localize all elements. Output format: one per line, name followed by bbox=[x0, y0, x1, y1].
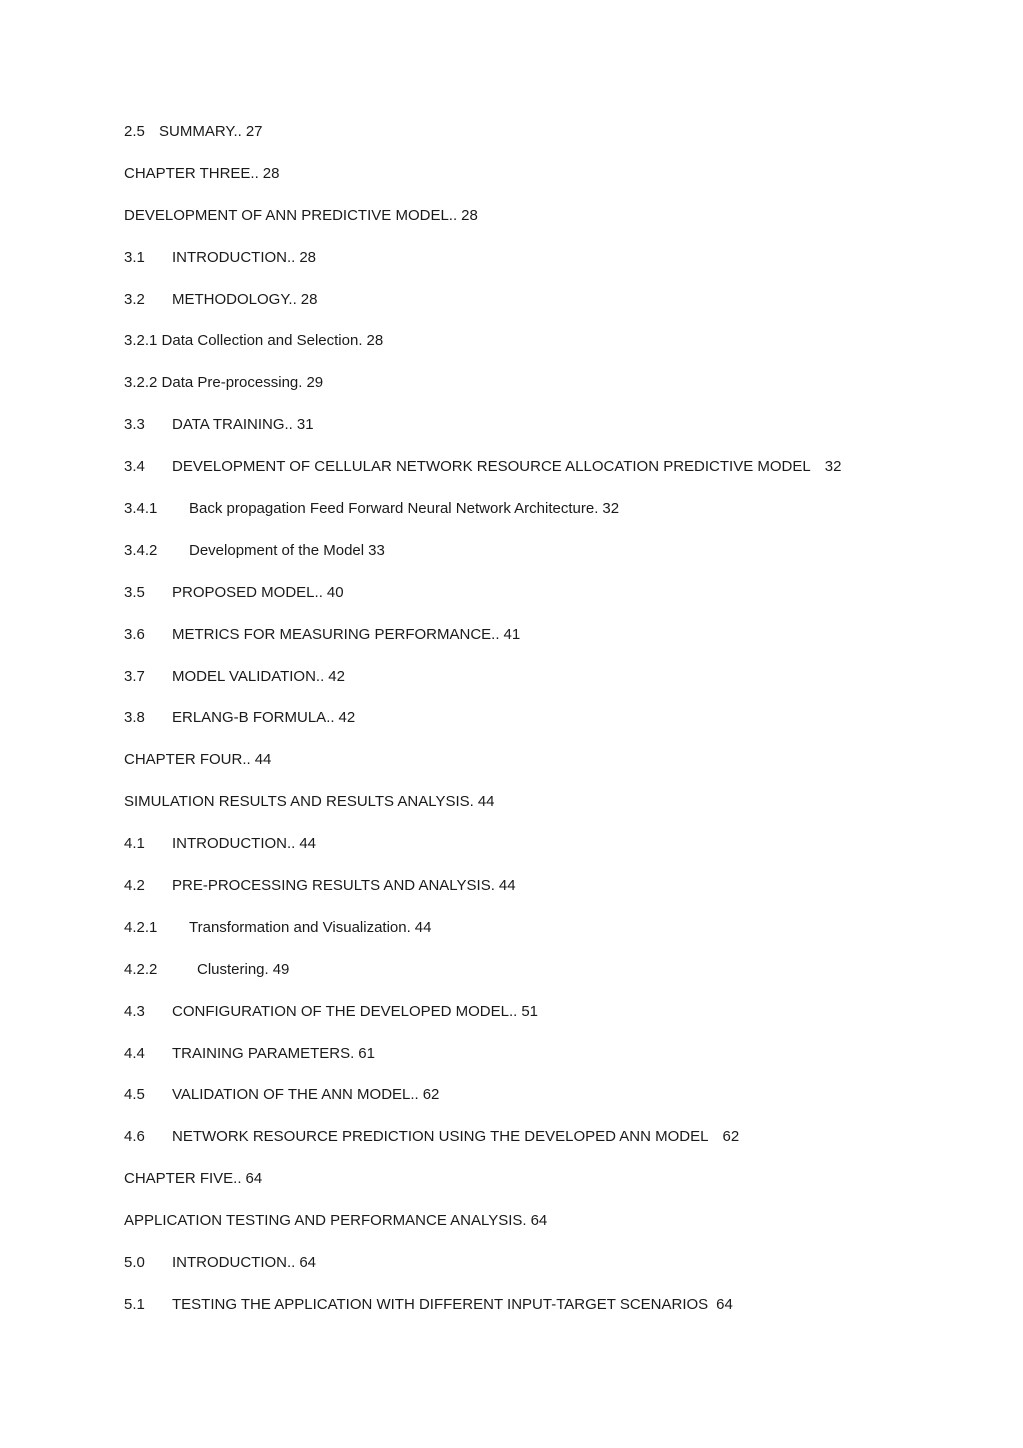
toc-entry-title: VALIDATION OF THE ANN MODEL.. bbox=[172, 1086, 419, 1104]
toc-entry-page: 41 bbox=[503, 625, 521, 643]
toc-entry-title: PROPOSED MODEL.. bbox=[172, 583, 323, 601]
toc-entry-title: TRAINING PARAMETERS. bbox=[172, 1044, 355, 1062]
toc-entry-number: 4.6 bbox=[124, 1128, 145, 1146]
toc-entry-number: 4.2.1 bbox=[124, 918, 158, 936]
toc-entry-title: CONFIGURATION OF THE DEVELOPED MODEL.. bbox=[172, 1002, 518, 1020]
toc-entry-page: 64 bbox=[299, 1254, 317, 1272]
toc-entry-page: 28 bbox=[366, 332, 384, 350]
toc-entry-title: Clustering. bbox=[197, 960, 269, 978]
toc-entry-3-5 bbox=[124, 584, 984, 626]
toc-entry-3-7 bbox=[124, 668, 984, 710]
toc-entry-title: CHAPTER FOUR.. bbox=[124, 751, 251, 769]
toc-entry-title: 3.2.1 Data Collection and Selection. bbox=[124, 332, 363, 350]
toc-entry-title: METHODOLOGY.. bbox=[172, 290, 297, 308]
toc-entry-title: 3.2.2 Data Pre-processing. bbox=[124, 374, 303, 392]
toc-entry-number: 5.0 bbox=[124, 1254, 145, 1272]
toc-entry-number: 3.5 bbox=[124, 583, 145, 601]
toc-entry-2-5 bbox=[124, 123, 984, 165]
toc-entry-title: NETWORK RESOURCE PREDICTION USING THE DEVELOPED ANN MODEL bbox=[172, 1128, 709, 1146]
toc-entry-page: 44 bbox=[414, 918, 432, 936]
toc-entry-title: Development of the Model bbox=[189, 541, 365, 559]
toc-entry-page: 28 bbox=[262, 164, 280, 182]
toc-entry-page: 28 bbox=[300, 290, 318, 308]
toc-entry-number: 4.1 bbox=[124, 835, 145, 853]
toc-entry-page: 29 bbox=[306, 374, 324, 392]
toc-entry-number: 3.4.2 bbox=[124, 541, 158, 559]
toc-entry-4-4 bbox=[124, 1045, 984, 1087]
toc-entry-page: 64 bbox=[530, 1212, 548, 1230]
toc-entry-title: CHAPTER FIVE.. bbox=[124, 1170, 242, 1188]
toc-entry-page: 44 bbox=[299, 835, 317, 853]
toc-entry-3-4-2 bbox=[124, 542, 984, 584]
toc-entry-page: 44 bbox=[498, 877, 516, 895]
toc-entry-title: SIMULATION RESULTS AND RESULTS ANALYSIS. bbox=[124, 793, 474, 811]
toc-entry-3-8 bbox=[124, 709, 984, 751]
toc-entry-page: 33 bbox=[368, 541, 385, 559]
toc-entry-4-5 bbox=[124, 1086, 984, 1128]
toc-entry-title: INTRODUCTION.. bbox=[172, 835, 296, 853]
toc-entry-title: TESTING THE APPLICATION WITH DIFFERENT INPUT-TARGET SCENARIOS bbox=[172, 1295, 709, 1313]
toc-entry-number: 4.2.2 bbox=[124, 960, 158, 978]
toc-entry-title: Back propagation Feed Forward Neural Network Architecture. bbox=[189, 500, 599, 518]
toc-entry-title: DEVELOPMENT OF CELLULAR NETWORK RESOURCE ALLOCATION PREDICTIVE MODEL bbox=[172, 458, 811, 476]
toc-entry-page: 61 bbox=[358, 1044, 375, 1062]
toc-entry-page: 27 bbox=[245, 123, 263, 140]
toc-entry-title: APPLICATION TESTING AND PERFORMANCE ANALYSIS. bbox=[124, 1212, 527, 1230]
toc-entry-page: 31 bbox=[296, 416, 314, 434]
toc-entry-page: 64 bbox=[245, 1170, 263, 1188]
toc-entry-page: 44 bbox=[477, 793, 495, 811]
toc-entry-title: MODEL VALIDATION.. bbox=[172, 667, 325, 685]
toc-entry-3-1 bbox=[124, 249, 984, 291]
toc-entry-title: DATA TRAINING.. bbox=[172, 416, 293, 434]
toc-entry-page: 44 bbox=[254, 751, 272, 769]
toc-entry-number: 3.7 bbox=[124, 667, 145, 685]
toc-entry-4-3 bbox=[124, 1003, 984, 1045]
toc-entry-chapter-five-title bbox=[124, 1212, 984, 1254]
toc-entry-number: 3.4.1 bbox=[124, 500, 158, 518]
toc-entry-3-2 bbox=[124, 291, 984, 333]
toc-entry-page: 64 bbox=[716, 1295, 733, 1313]
toc-entry-5-1 bbox=[124, 1296, 984, 1338]
toc-entry-chapter-three-title bbox=[124, 207, 984, 249]
toc-entry-4-2-2 bbox=[124, 961, 984, 1003]
toc-entry-number: 4.2 bbox=[124, 877, 145, 895]
table-of-contents bbox=[124, 123, 984, 1338]
toc-entry-title: INTRODUCTION.. bbox=[172, 248, 296, 266]
toc-entry-3-4-1 bbox=[124, 500, 984, 542]
toc-entry-number: 3.1 bbox=[124, 248, 145, 266]
toc-entry-title: INTRODUCTION.. bbox=[172, 1254, 296, 1272]
toc-entry-page: 62 bbox=[422, 1086, 440, 1104]
toc-entry-page: 28 bbox=[461, 206, 478, 224]
toc-entry-title: SUMMARY.. bbox=[159, 123, 242, 140]
toc-entry-page: 40 bbox=[326, 583, 344, 601]
toc-entry-page: 28 bbox=[299, 248, 317, 266]
toc-entry-chapter-three bbox=[124, 165, 984, 207]
toc-entry-number: 5.1 bbox=[124, 1295, 145, 1313]
toc-entry-3-4 bbox=[124, 458, 984, 500]
toc-entry-title: ERLANG-B FORMULA.. bbox=[172, 709, 335, 727]
toc-entry-number: 3.8 bbox=[124, 709, 145, 727]
toc-entry-number: 3.3 bbox=[124, 416, 145, 434]
toc-entry-page: 49 bbox=[272, 960, 290, 978]
toc-entry-page: 42 bbox=[328, 667, 345, 685]
toc-entry-title: PRE-PROCESSING RESULTS AND ANALYSIS. bbox=[172, 877, 495, 895]
toc-entry-3-3 bbox=[124, 416, 984, 458]
toc-entry-chapter-four bbox=[124, 751, 984, 793]
toc-entry-title: Transformation and Visualization. bbox=[189, 918, 411, 936]
toc-entry-number: 4.5 bbox=[124, 1086, 145, 1104]
toc-entry-page: 42 bbox=[338, 709, 356, 727]
toc-entry-number: 3.2 bbox=[124, 290, 145, 308]
toc-entry-number: 3.4 bbox=[124, 458, 145, 476]
toc-entry-4-2-1 bbox=[124, 919, 984, 961]
toc-entry-title: METRICS FOR MEASURING PERFORMANCE.. bbox=[172, 625, 500, 643]
toc-entry-page: 32 bbox=[602, 500, 620, 518]
toc-entry-3-6 bbox=[124, 626, 984, 668]
toc-entry-3-2-1 bbox=[124, 332, 984, 374]
toc-entry-page: 51 bbox=[521, 1002, 539, 1020]
toc-entry-chapter-five bbox=[124, 1170, 984, 1212]
toc-entry-5-0 bbox=[124, 1254, 984, 1296]
toc-entry-page: 62 bbox=[722, 1128, 740, 1146]
toc-entry-chapter-four-title bbox=[124, 793, 984, 835]
toc-entry-4-1 bbox=[124, 835, 984, 877]
toc-entry-number: 2.5 bbox=[124, 123, 145, 140]
toc-entry-number: 4.3 bbox=[124, 1002, 145, 1020]
toc-entry-title: CHAPTER THREE.. bbox=[124, 164, 259, 182]
toc-entry-3-2-2 bbox=[124, 374, 984, 416]
toc-entry-number: 4.4 bbox=[124, 1044, 145, 1062]
toc-entry-4-6 bbox=[124, 1128, 984, 1170]
toc-entry-number: 3.6 bbox=[124, 625, 145, 643]
toc-entry-page: 32 bbox=[824, 458, 842, 476]
toc-entry-title: DEVELOPMENT OF ANN PREDICTIVE MODEL.. bbox=[124, 206, 458, 224]
toc-entry-4-2 bbox=[124, 877, 984, 919]
